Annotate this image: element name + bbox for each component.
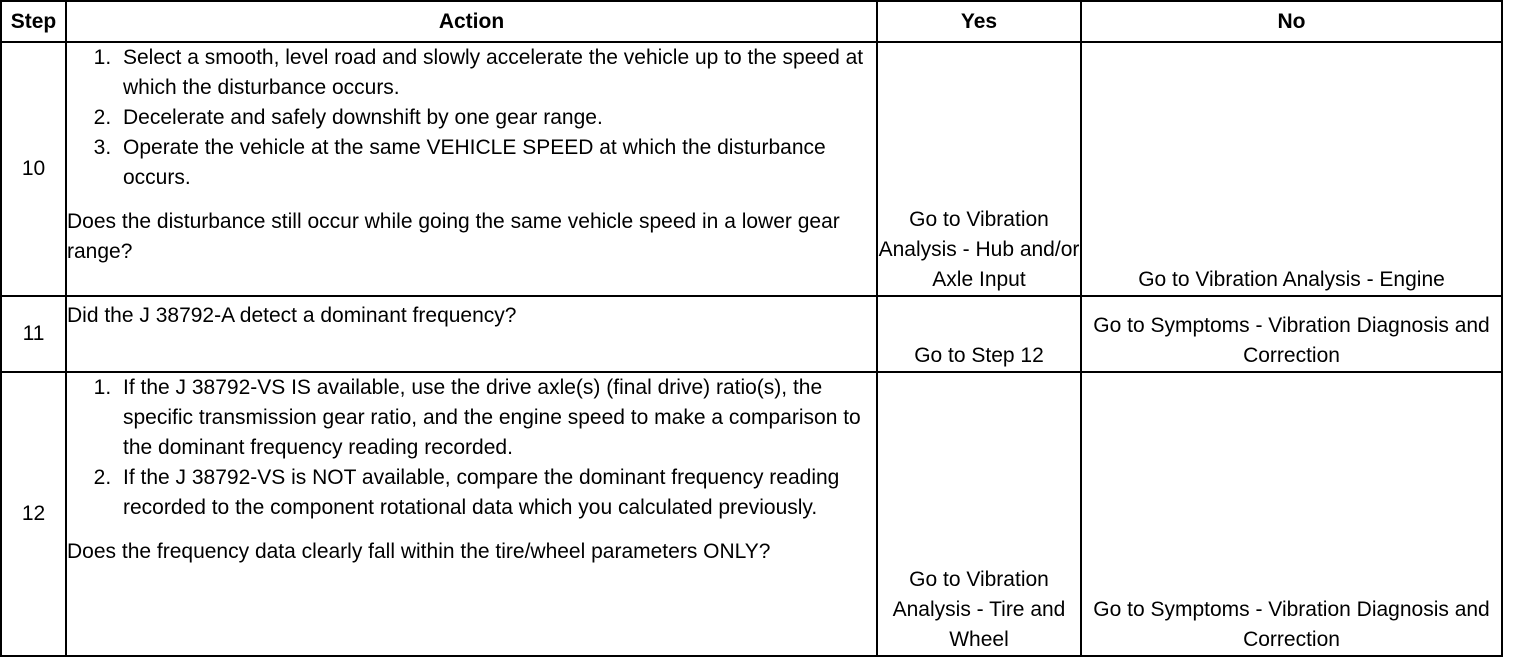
action-step-item: 1. If the J 38792-VS IS available, use the drive axle(s) (final drive) ratio(s), the specific transmission gear ratio, and the engine speed to make a comparison to the dominant frequency reading recorded. (117, 373, 876, 463)
table-row-step-10 (1, 42, 1502, 296)
action-steps-list (67, 43, 876, 193)
header-row (1, 1, 1502, 42)
no-result: Go to Vibration Analysis - Engine (1081, 42, 1502, 296)
action-question: Does the frequency data clearly fall within the tire/wheel parameters ONLY? (67, 540, 771, 563)
action-cell (66, 42, 877, 296)
action-step-item: 3. Operate the vehicle at the same VEHICLE SPEED at which the disturbance occurs. (117, 133, 876, 193)
header-yes: Yes (877, 1, 1081, 42)
yes-result: Go to Vibration Analysis - Hub and/or Axle Input (877, 42, 1081, 296)
header-action: Action (66, 1, 877, 42)
action-question: Did the J 38792-A detect a dominant frequency? (67, 304, 517, 327)
step-number: 10 (1, 42, 66, 296)
header-no: No (1081, 1, 1502, 42)
action-cell (66, 372, 877, 656)
no-result: Go to Symptoms - Vibration Diagnosis and Correction (1081, 296, 1502, 372)
yes-result: Go to Vibration Analysis - Tire and Wheel (877, 372, 1081, 656)
action-steps-list (67, 373, 876, 523)
action-step-item: 2. If the J 38792-VS is NOT available, compare the dominant frequency reading recorded to the component rotational data which you calculated previously. (117, 463, 876, 523)
action-step-item: 2. Decelerate and safely downshift by one gear range. (117, 103, 876, 133)
action-question: Does the disturbance still occur while going the same vehicle speed in a lower gear range? (67, 210, 840, 263)
step-number: 11 (1, 296, 66, 372)
header-step: Step (1, 1, 66, 42)
yes-result: Go to Step 12 (877, 296, 1081, 372)
action-step-item: 1. Select a smooth, level road and slowly accelerate the vehicle up to the speed at which the disturbance occurs. (117, 43, 876, 103)
table-row-step-11 (1, 296, 1502, 372)
no-result: Go to Symptoms - Vibration Diagnosis and Correction (1081, 372, 1502, 656)
action-cell (66, 296, 877, 372)
table-row-step-12 (1, 372, 1502, 656)
step-number: 12 (1, 372, 66, 656)
